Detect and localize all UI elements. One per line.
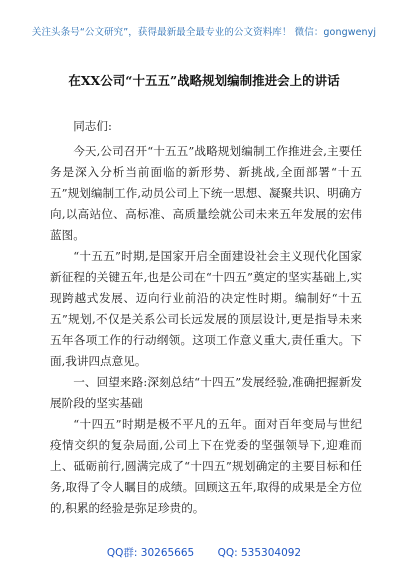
qq-group: QQ群: 30265665 bbox=[106, 547, 195, 559]
header-note: 关注头条号“公文研究”，获得最新最全最专业的公文资料库！ 微信：gongwenyj bbox=[31, 27, 377, 38]
paragraph-3: “十四五”时期是极不平凡的五年。面对百年变局与世纪疫情交织的复杂局面,公司上下在党委的坚强领导下,迎难而上、砥砺前行,圆满完成了“十四五”规划确定的主要目标和任务,取得了令人瞩目的成绩。回顾这五年,取得的成果是全方位的,积累的经验是弥足珍贵的。 bbox=[50, 417, 362, 515]
section-heading-1: 一、回望来路:深刻总结“十四五”发展经验,准确把握新发展阶段的坚实基础 bbox=[50, 375, 362, 410]
salutation: 同志们: bbox=[73, 119, 112, 133]
document-title: 在XX公司“十五五”战略规划编制推进会上的讲话 bbox=[68, 73, 340, 88]
qq-number: QQ: 535304092 bbox=[217, 547, 302, 559]
paragraph-1: 今天,公司召开“十五五”战略规划编制工作推进会,主要任务是深入分析当前面临的新形势、新挑战,全面部署“十五五”规划编制工作,动员公司上下统一思想、凝聚共识、明确方向,以高站位、高标准、高质量绘就公司未来五年发展的宏伟蓝图。 bbox=[50, 144, 362, 242]
paragraph-2: “十五五”时期,是国家开启全面建设社会主义现代化国家新征程的关键五年,也是公司在“十四五”奠定的坚实基础上,实现跨越式发展、迈向行业前沿的决定性时期。编制好“十五五”规划,不仅是关系公司长远发展的顶层设计,更是指导未来五年各项工作的行动纲领。这项工作意义重大,责任重大。下面,我讲四点意见。 bbox=[50, 249, 362, 368]
document-body bbox=[50, 116, 362, 519]
footer-contact bbox=[0, 545, 408, 560]
